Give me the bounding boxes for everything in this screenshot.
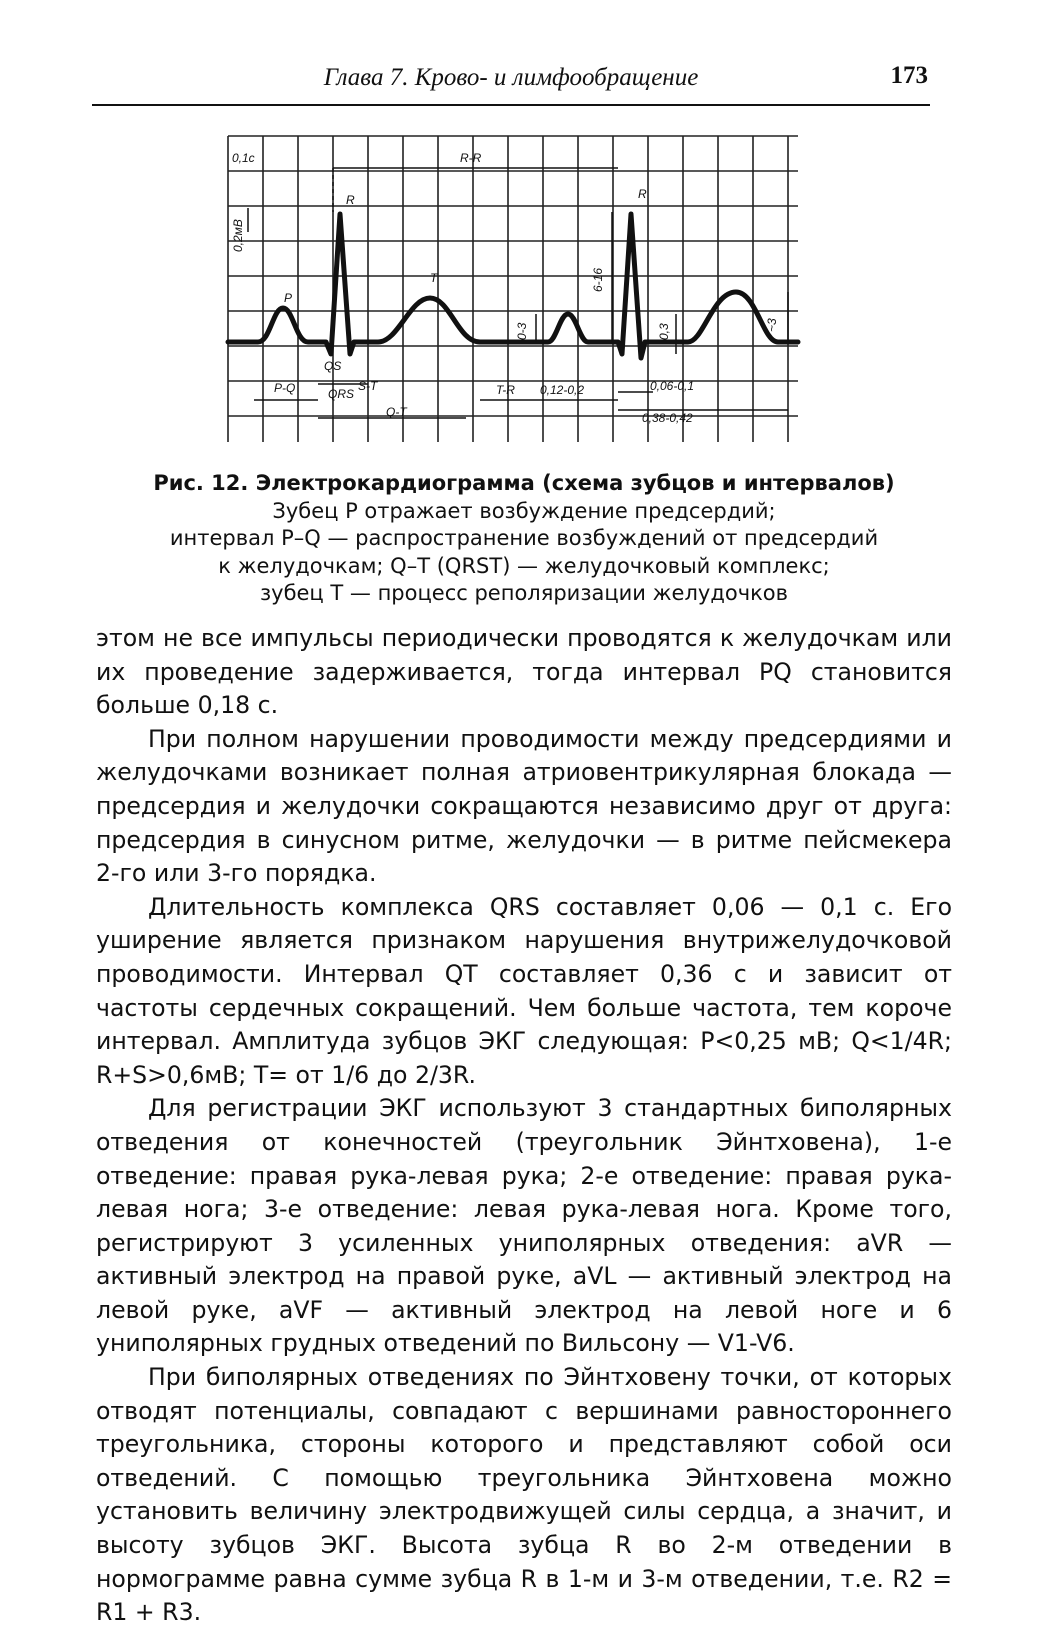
label-p: P <box>284 291 293 305</box>
label-qt: Q-T <box>386 405 407 419</box>
label-t: T <box>430 271 438 285</box>
paragraph: При полном нарушении проводимости между предсердиями и желудочками возникает полная атриовентрикулярная блокада — предсердия и желудочки сокращаются независимо друг от друга: предсердия в синусном ритме, желудочки — в ритме пейсмекера 2-го или 3-го порядка. <box>96 724 952 888</box>
label-q-amp: 0,3 <box>657 323 671 340</box>
figure-caption <box>96 470 952 608</box>
running-head <box>92 60 930 106</box>
label-time-unit: 0,1с <box>232 151 255 165</box>
label-rr: R-R <box>460 151 482 165</box>
label-amp-unit: 0,2мВ <box>231 219 245 252</box>
label-st: S-T <box>358 379 378 393</box>
paragraph: При биполярных отведениях по Эйнтховену точки, от которых отводят потенциалы, совпадают с вершинами равностороннего треугольника, стороны которого и представляют собой оси отведений. С помощью треугольника Эйнтховена можно установить величину электродвижущей силы сердца, а значит, и высоту зубцов ЭКГ. Высота зубца R во 2-м отведении в нормограмме равна сумме зубца R в 1-м и 3-м отведении, т.е. R2 = R1 + R3. <box>96 1363 952 1627</box>
body-text <box>96 622 952 1630</box>
label-qs: QS <box>324 359 342 373</box>
paragraph: Длительность комплекса QRS составляет 0,06 — 0,1 с. Его уширение является признаком нарушения внутрижелудочковой проводимости. Интервал QT составляет 0,36 с и зависит от частоты сердечных сокращений. Чем больше частота, тем короче интервал. Амплитуда зубцов ЭКГ следующая: P<0,25 мВ; Q<1/4R; R+S>0,6мВ; T= от 1/6 до 2/3R. <box>96 892 952 1089</box>
caption-line: Зубец P отражает возбуждение предсердий; <box>272 498 776 523</box>
label-pq-duration: 0,12-0,2 <box>540 383 585 397</box>
label-qt-duration: 0,38-0,42 <box>642 411 693 425</box>
caption-line: к желудочкам; Q–T (QRST) — желудочковый комплекс; <box>218 553 830 578</box>
label-tr: T-R <box>496 383 515 397</box>
ecg-figure <box>218 122 818 467</box>
caption-line: интервал P–Q — распространение возбуждений от предсердий <box>169 526 879 550</box>
label-r2: R <box>638 187 647 201</box>
page-number: 173 <box>890 62 928 89</box>
label-p-amp: 0-3 <box>515 322 529 340</box>
running-title: Глава 7. Крово- и лимфообращение <box>323 64 699 91</box>
label-qrs-duration: 0,06-0,1 <box>650 379 695 393</box>
label-t-amp: ~3 <box>765 318 779 332</box>
label-qrs: QRS <box>328 387 355 401</box>
ecg-diagram <box>218 122 818 467</box>
label-pq: P-Q <box>274 381 296 395</box>
caption-line: зубец T — процесс реполяризации желудочков <box>259 581 789 605</box>
paragraph: этом не все импульсы периодически проводятся к желудочкам или их проведение задерживается, тогда интервал PQ становится больше 0,18 с. <box>96 624 952 720</box>
ecg-trace <box>228 214 798 358</box>
label-r1: R <box>346 193 355 207</box>
caption-title: Рис. 12. Электрокардиограмма (схема зубцов и интервалов) <box>153 471 895 495</box>
label-r-amp: 6-16 <box>591 267 605 292</box>
paragraph: Для регистрации ЭКГ используют 3 стандартных биполярных отведения от конечностей (треугольник Эйнтховена), 1-е отведение: правая рука-левая рука; 2-е отведение: правая рука-левая нога; 3-е отведение: левая рука-левая нога. Кроме того, регистрируют 3 усиленных униполярных отведения: aVR — активный электрод на правой руке, aVL — активный электрод на левой руке, aVF — активный электрод на левой ноге и 6 униполярных грудных отведений по Вильсону — V1-V6. <box>96 1094 952 1358</box>
